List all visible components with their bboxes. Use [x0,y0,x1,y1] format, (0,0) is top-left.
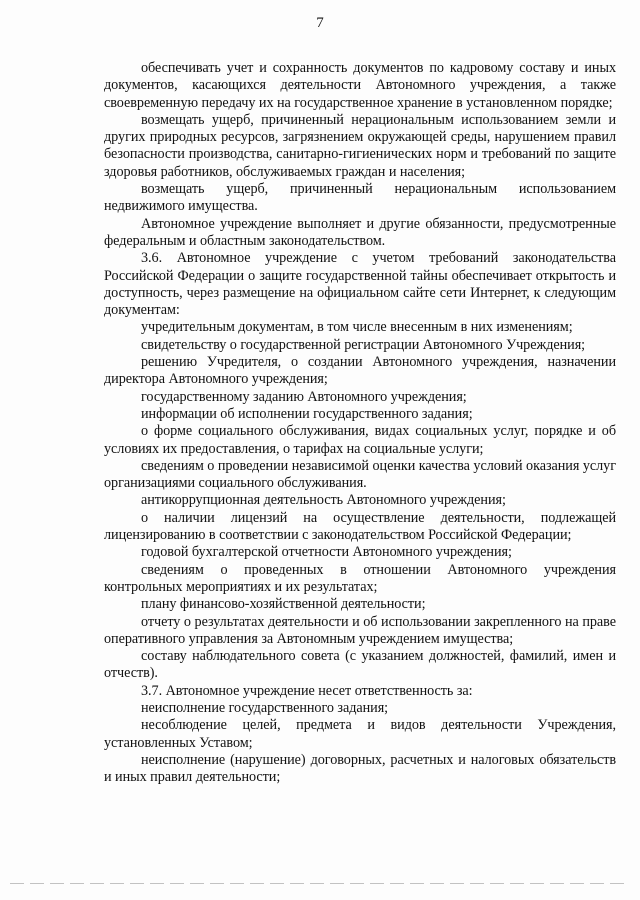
list-item: сведениям о проведенных в отношении Автономного учреждения контрольных мероприятиях и их результатах; [104,561,616,595]
list-item: государственному заданию Автономного учреждения; [141,388,467,405]
list-item: плану финансово-хозяйственной деятельности; [141,596,426,613]
list-item: неисполнение государственного задания; [141,699,389,716]
paragraph: 3.6. Автономное учреждение с учетом требований законодательства Российской Федерации о защите государственной тайны обеспечивает открытость и доступность, через размещение на официальном сайте сети Интернет, к следующим документам: [104,250,616,319]
list-item: неисполнение (нарушение) договорных, расчетных и налоговых обязательств и иных правил деятельности; [104,751,616,786]
list-item: решению Учредителя, о создании Автономного учреждения, назначении директора Автономного учреждения; [104,354,616,388]
list-item: информации об исполнении государственного задания; [141,405,473,422]
paragraph: обеспечивать учет и сохранность документов по кадровому составу и иных документов, касающихся деятельности Автономного учреждения, а также своевременную передачу их на государственное хранение в установленном порядке; [104,60,616,111]
list-item: несоблюдение целей, предмета и видов деятельности Учреждения, установленных Уставом; [104,717,616,751]
section-heading: 3.7. Автономное учреждение несет ответственность за: [141,682,473,699]
page-number: 7 [316,15,324,31]
paragraph: возмещать ущерб, причиненный нерациональным использованием недвижимого имущества. [104,181,616,215]
list-item: годовой бухгалтерской отчетности Автономного учреждения; [141,544,512,561]
list-item: антикоррупционная деятельность Автономного учреждения; [141,492,506,509]
list-item: составу наблюдательного совета (с указанием должностей, фамилий, имен и отчеств). [104,648,616,682]
list-item: о форме социального обслуживания, видах социальных услуг, порядке и об условиях их предоставления, о тарифах на социальные услуги; [104,423,616,457]
list-item: учредительным документам, в том числе внесенным в них изменениям; [141,319,573,336]
list-item: о наличии лицензий на осуществление деятельности, подлежащей лицензированию в соответствии с законодательством Российской Федерации; [104,509,616,544]
document-body [104,60,616,786]
scan-artifact-line [10,883,630,884]
paragraph: возмещать ущерб, причиненный нерациональным использованием земли и других природных ресурсов, загрязнением окружающей среды, нарушением правил безопасности производства, санитарно-гигиенических норм и требований по защите здоровья работников, обслуживаемых граждан и населения; [104,111,616,180]
list-item: сведениям о проведении независимой оценки качества условий оказания услуг организациями социального обслуживания. [104,457,616,492]
paragraph: Автономное учреждение выполняет и другие обязанности, предусмотренные федеральным и областным законодательством. [104,215,616,249]
list-item: свидетельству о государственной регистрации Автономного Учреждения; [141,336,586,353]
list-item: отчету о результатах деятельности и об использовании закрепленного на праве оперативного управления за Автономным учреждением имущества; [104,613,616,647]
